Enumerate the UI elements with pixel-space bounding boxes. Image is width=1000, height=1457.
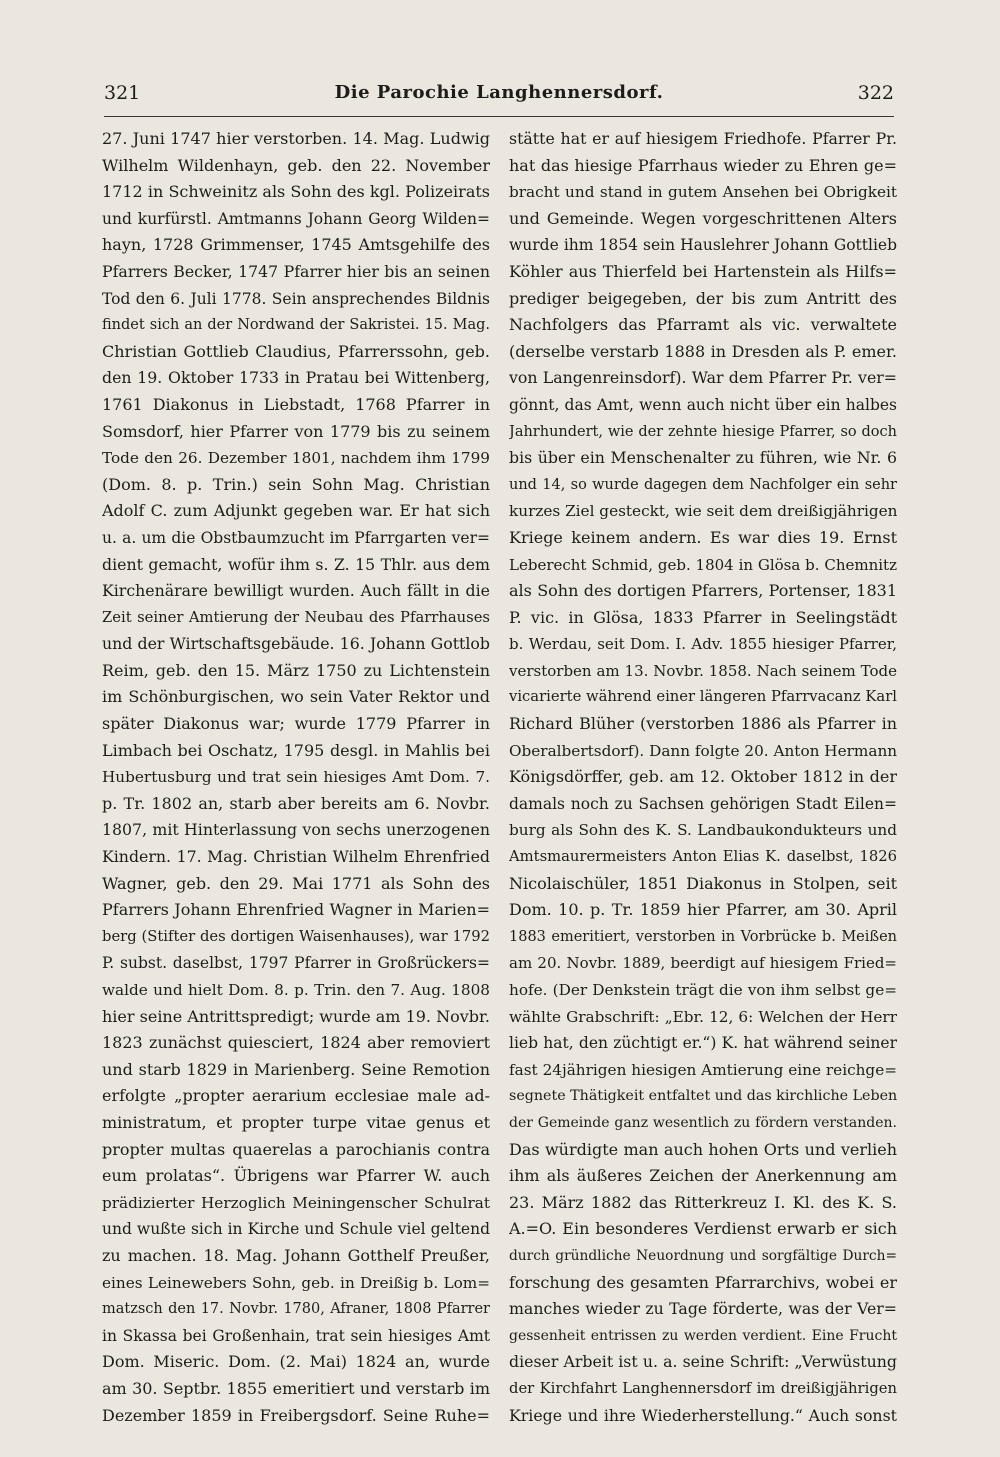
text-line: und Gemeinde. Wegen vorgeschrittenen Alters xyxy=(509,208,897,228)
text-line: findet sich an der Nordwand der Sakristei. 15. Mag. xyxy=(102,317,490,334)
text-line: der Kirchfahrt Langhennersdorf im dreißigjährigen xyxy=(509,1379,897,1397)
text-line: forschung des gesamten Pfarrarchivs, wobei er xyxy=(509,1272,897,1292)
text-line: Hubertusburg und trat sein hiesiges Amt Dom. 7. xyxy=(102,768,490,787)
text-line: und 14, so wurde dagegen dem Nachfolger ein sehr xyxy=(509,476,897,493)
text-line: und der Wirtschaftsgebäude. 16. Johann Gottlob xyxy=(102,634,490,654)
text-line: 1823 zunächst quiesciert, 1824 aber removiert xyxy=(102,1033,490,1053)
text-line: stätte hat er auf hiesigem Friedhofe. Pfarrer Pr. xyxy=(509,129,897,148)
text-line: Pfarrers Johann Ehrenfried Wagner in Marien= xyxy=(102,900,490,920)
text-line: A.=O. Ein besonderes Verdienst erwarb er sich xyxy=(509,1219,897,1239)
text-line: wurde ihm 1854 sein Hauslehrer Johann Gottlieb xyxy=(509,236,897,255)
text-line: Christian Gottlieb Claudius, Pfarrerssohn, geb. xyxy=(102,341,490,361)
text-line: Tode den 26. Dezember 1801, nachdem ihm 1799 xyxy=(102,449,490,468)
text-line: kurzes Ziel gesteckt, wie seit dem dreißigjährigen xyxy=(509,502,897,521)
text-line: Köhler aus Thierfeld bei Hartenstein als Hilfs= xyxy=(509,261,897,281)
text-line: bis über ein Menschenalter zu führen, wie Nr. 6 xyxy=(509,448,897,468)
text-line: (Dom. 8. p. Trin.) sein Sohn Mag. Christian xyxy=(102,474,490,494)
text-line: Pfarrers Becker, 1747 Pfarrer hier bis an seinen xyxy=(102,261,490,281)
text-line: 1807, mit Hinterlassung von sechs unerzogenen xyxy=(102,820,490,840)
text-line: Kriege keinem andern. Es war dies 19. Ernst xyxy=(509,527,897,547)
text-line: Jahrhundert, wie der zehnte hiesige Pfarrer, so doch xyxy=(509,423,897,440)
text-line: Nicolaischüler, 1851 Diakonus in Stolpen, seit xyxy=(509,873,897,893)
text-line: und starb 1829 in Marienberg. Seine Remotion xyxy=(102,1059,490,1079)
text-line: am 20. Novbr. 1889, beerdigt auf hiesigem Fried= xyxy=(509,954,897,973)
text-line: Somsdorf, hier Pfarrer von 1779 bis zu seinem xyxy=(102,421,490,441)
text-line: vicarierte während einer längeren Pfarrvacanz Karl xyxy=(509,688,897,706)
text-line: erfolgte „propter aerarium ecclesiae male ad- xyxy=(102,1086,490,1106)
text-line: der Gemeinde ganz wesentlich zu fördern verstanden. xyxy=(509,1114,897,1131)
text-line: hayn, 1728 Grimmenser, 1745 Amtsgehilfe des xyxy=(102,235,490,255)
text-line: Nachfolgers das Pfarramt als vic. verwaltete xyxy=(509,315,897,335)
text-line: matzsch den 17. Novbr. 1780, Afraner, 1808 Pfarrer xyxy=(102,1301,490,1318)
text-line: Oberalbertsdorf). Dann folgte 20. Anton Hermann xyxy=(509,741,897,760)
text-line: prediger beigegeben, der bis zum Antritt des xyxy=(509,288,897,308)
text-line: (derselbe verstarb 1888 in Dresden als P. emer. xyxy=(509,341,897,361)
text-line: manches wieder zu Tage förderte, was der Ver= xyxy=(509,1299,897,1319)
text-line: 1883 emeritiert, verstorben in Vorbrücke b. Meißen xyxy=(509,928,897,945)
text-line: ihm als äußeres Zeichen der Anerkennung am xyxy=(509,1166,897,1186)
text-line: b. Werdau, seit Dom. I. Adv. 1855 hiesiger Pfarrer, xyxy=(509,635,897,654)
text-line: Limbach bei Oschatz, 1795 desgl. in Mahlis bei xyxy=(102,740,490,760)
text-line: von Langenreinsdorf). War dem Pfarrer Pr. ver= xyxy=(509,368,897,388)
text-line: Königsdörffer, geb. am 12. Oktober 1812 in der xyxy=(509,767,897,787)
text-line: Das würdigte man auch hohen Orts und verlieh xyxy=(509,1139,897,1159)
text-line: lieb hat, den züchtigt er.“) K. hat während seiner xyxy=(509,1034,897,1053)
text-line: Kirchenärare bewilligt wurden. Auch fällt in die xyxy=(102,581,490,601)
text-line: Adolf C. zum Adjunkt gegeben war. Er hat sich xyxy=(102,501,490,521)
text-line: verstorben am 13. Novbr. 1858. Nach seinem Tode xyxy=(509,661,897,680)
running-header xyxy=(104,76,894,117)
text-line: Richard Blüher (verstorben 1886 als Pfarrer in xyxy=(509,714,897,734)
text-line: Dezember 1859 in Freibergsdorf. Seine Ruhe= xyxy=(102,1405,490,1425)
right-page-number: 322 xyxy=(857,82,894,104)
text-line: P. vic. in Glösa, 1833 Pfarrer in Seelingstädt xyxy=(509,607,897,627)
text-line: Wilhelm Wildenhayn, geb. den 22. November xyxy=(102,155,490,175)
text-line: zu machen. 18. Mag. Johann Gotthelf Preußer, xyxy=(102,1245,490,1265)
text-line: hofe. (Der Denkstein trägt die von ihm selbst ge= xyxy=(509,981,897,999)
text-line: und wußte sich in Kirche und Schule viel geltend xyxy=(102,1220,490,1239)
text-line: u. a. um die Obstbaumzucht im Pfarrgarten ver= xyxy=(102,528,490,547)
text-line: Kindern. 17. Mag. Christian Wilhelm Ehrenfried xyxy=(102,847,490,867)
text-line: als Sohn des dortigen Pfarrers, Portenser, 1831 xyxy=(509,581,897,601)
text-line: Dom. 10. p. Tr. 1859 hier Pfarrer, am 30. April xyxy=(509,900,897,920)
text-line: berg (Stifter des dortigen Waisenhauses), war 1792 xyxy=(102,927,490,945)
text-line: Kriege und ihre Wiederherstellung.“ Auch sonst xyxy=(509,1405,897,1425)
text-line: bracht und stand in gutem Ansehen bei Obrigkeit xyxy=(509,183,897,202)
text-line: 1761 Diakonus in Liebstadt, 1768 Pfarrer in xyxy=(102,394,490,414)
text-line: wählte Grabschrift: „Ebr. 12, 6: Welchen der Herr xyxy=(509,1007,897,1026)
text-line: Zeit seiner Amtierung der Neubau des Pfarrhauses xyxy=(102,608,490,626)
right-column xyxy=(509,126,897,1429)
text-line: p. Tr. 1802 an, starb aber bereits am 6. Novbr. xyxy=(102,793,490,813)
text-line: 1712 in Schweinitz als Sohn des kgl. Polizeirats xyxy=(102,182,490,202)
text-line: im Schönburgischen, wo sein Vater Rektor und xyxy=(102,687,490,707)
text-line: eines Leinewebers Sohn, geb. in Dreißig b. Lom= xyxy=(102,1273,490,1292)
text-line: den 19. Oktober 1733 in Pratau bei Wittenberg, xyxy=(102,368,490,388)
text-line: ministratum, et propter turpe vitae genus et xyxy=(102,1112,490,1132)
text-line: P. subst. daselbst, 1797 Pfarrer in Großrückers= xyxy=(102,954,490,973)
text-line: gönnt, das Amt, wenn auch nicht über ein halbes xyxy=(509,395,897,414)
running-title: Die Parochie Langhennersdorf. xyxy=(334,82,664,103)
text-line: eum prolatas“. Übrigens war Pfarrer W. auch xyxy=(102,1166,490,1186)
text-line: dieser Arbeit ist u. a. seine Schrift: „Verwüstung xyxy=(509,1352,897,1372)
left-column xyxy=(102,126,490,1429)
text-line: walde und hielt Dom. 8. p. Trin. den 7. Aug. 1808 xyxy=(102,981,490,999)
left-page-number: 321 xyxy=(104,82,141,104)
text-line: 27. Juni 1747 hier verstorben. 14. Mag. Ludwig xyxy=(102,129,490,148)
text-line: hat das hiesige Pfarrhaus wieder zu Ehren ge= xyxy=(509,155,897,175)
text-line: propter multas quaerelas a parochianis contra xyxy=(102,1139,490,1159)
text-line: am 30. Septbr. 1855 emeritiert und verstarb im xyxy=(102,1378,490,1398)
text-line: burg als Sohn des K. S. Landbaukondukteurs und xyxy=(509,821,897,840)
text-line: Amtsmaurermeisters Anton Elias K. daselbst, 1826 xyxy=(509,848,897,866)
text-line: gessenheit entrissen zu werden verdient. Eine Frucht xyxy=(509,1327,897,1344)
text-line: Leberecht Schmid, geb. 1804 in Glösa b. Chemnitz xyxy=(509,555,897,574)
text-line: und kurfürstl. Amtmanns Johann Georg Wilden= xyxy=(102,209,490,228)
text-line: fast 24jährigen hiesigen Amtierung eine reichge= xyxy=(509,1060,897,1079)
text-line: Dom. Miseric. Dom. (2. Mai) 1824 an, wurde xyxy=(102,1352,490,1372)
text-line: dient gemacht, wofür ihm s. Z. 15 Thlr. aus dem xyxy=(102,554,490,574)
text-line: in Skassa bei Großenhain, trat sein hiesiges Amt xyxy=(102,1326,490,1345)
text-line: später Diakonus war; wurde 1779 Pfarrer in xyxy=(102,714,490,734)
text-line: durch gründliche Neuordnung und sorgfältige Durch= xyxy=(509,1247,897,1264)
text-line: Wagner, geb. den 29. Mai 1771 als Sohn des xyxy=(102,873,490,893)
text-line: segnete Thätigkeit entfaltet und das kirchliche Leben xyxy=(509,1088,897,1105)
text-line: damals noch zu Sachsen gehörigen Stadt Eilen= xyxy=(509,794,897,813)
text-line: hier seine Antrittspredigt; wurde am 19. Novbr. xyxy=(102,1006,490,1026)
text-line: prädizierter Herzoglich Meiningenscher Schulrat xyxy=(102,1193,490,1212)
text-line: 23. März 1882 das Ritterkreuz I. Kl. des K. S. xyxy=(509,1192,897,1212)
text-line: Tod den 6. Juli 1778. Sein ansprechendes Bildnis xyxy=(102,289,490,308)
text-line: Reim, geb. den 15. März 1750 zu Lichtenstein xyxy=(102,660,490,680)
